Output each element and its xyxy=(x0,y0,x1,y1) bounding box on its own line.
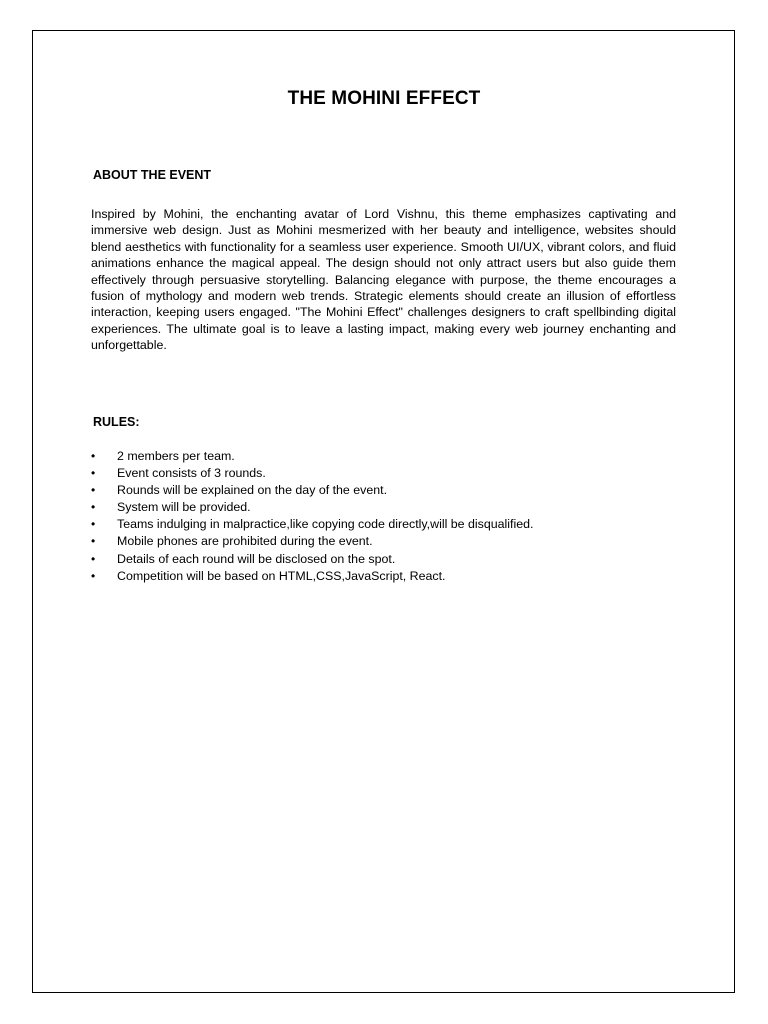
rules-heading: RULES: xyxy=(93,415,140,429)
document-title: THE MOHINI EFFECT xyxy=(287,88,481,109)
rule-text: Rounds will be explained on the day of the event. xyxy=(117,483,388,498)
rule-item xyxy=(91,516,691,533)
rule-item xyxy=(91,533,691,550)
rule-item xyxy=(91,568,691,585)
rule-text: Competition will be based on HTML,CSS,JavaScript, React. xyxy=(117,568,446,583)
bullet-icon: • xyxy=(91,483,96,498)
rule-text: Teams indulging in malpractice,like copying code directly,will be disqualified. xyxy=(117,517,534,532)
rule-text: Event consists of 3 rounds. xyxy=(117,466,266,481)
rule-text: System will be provided. xyxy=(117,500,251,515)
bullet-icon: • xyxy=(91,449,96,463)
bullet-icon: • xyxy=(91,534,96,549)
rule-item xyxy=(91,448,691,465)
rule-text: Details of each round will be disclosed on the spot. xyxy=(117,551,396,566)
rule-text: Mobile phones are prohibited during the event. xyxy=(117,534,373,549)
rule-item xyxy=(91,482,691,499)
bullet-icon: • xyxy=(91,568,96,583)
rule-item xyxy=(91,551,691,568)
bullet-icon: • xyxy=(91,517,96,532)
rule-item xyxy=(91,465,691,482)
bullet-icon: • xyxy=(91,466,96,481)
about-paragraph: Inspired by Mohini, the enchanting avatar of Lord Vishnu, this theme emphasizes captivating and immersive web design. Just as Mohini mesmerized with her beauty and intelligence, websites should blend aesthetics with functionality for a seamless user experience. Smooth UI/UX, vibrant colors, and fluid animations enhance the magical appeal. The design should not only attract users but also guide them effectively through persuasive storytelling. Balancing elegance with purpose, the theme encourages a fusion of mythology and modern web trends. Strategic elements should create an illusion of effortless interaction, keeping users engaged. "The Mohini Effect" challenges designers to craft spellbinding digital experiences. The ultimate goal is to leave a lasting impact, making every web journey enchanting and unforgettable. xyxy=(91,207,676,353)
rule-text: 2 members per team. xyxy=(117,449,235,463)
rule-item xyxy=(91,499,691,516)
rules-list xyxy=(91,448,691,585)
bullet-icon: • xyxy=(91,500,96,515)
about-heading: ABOUT THE EVENT xyxy=(93,168,212,182)
bullet-icon: • xyxy=(91,551,96,566)
